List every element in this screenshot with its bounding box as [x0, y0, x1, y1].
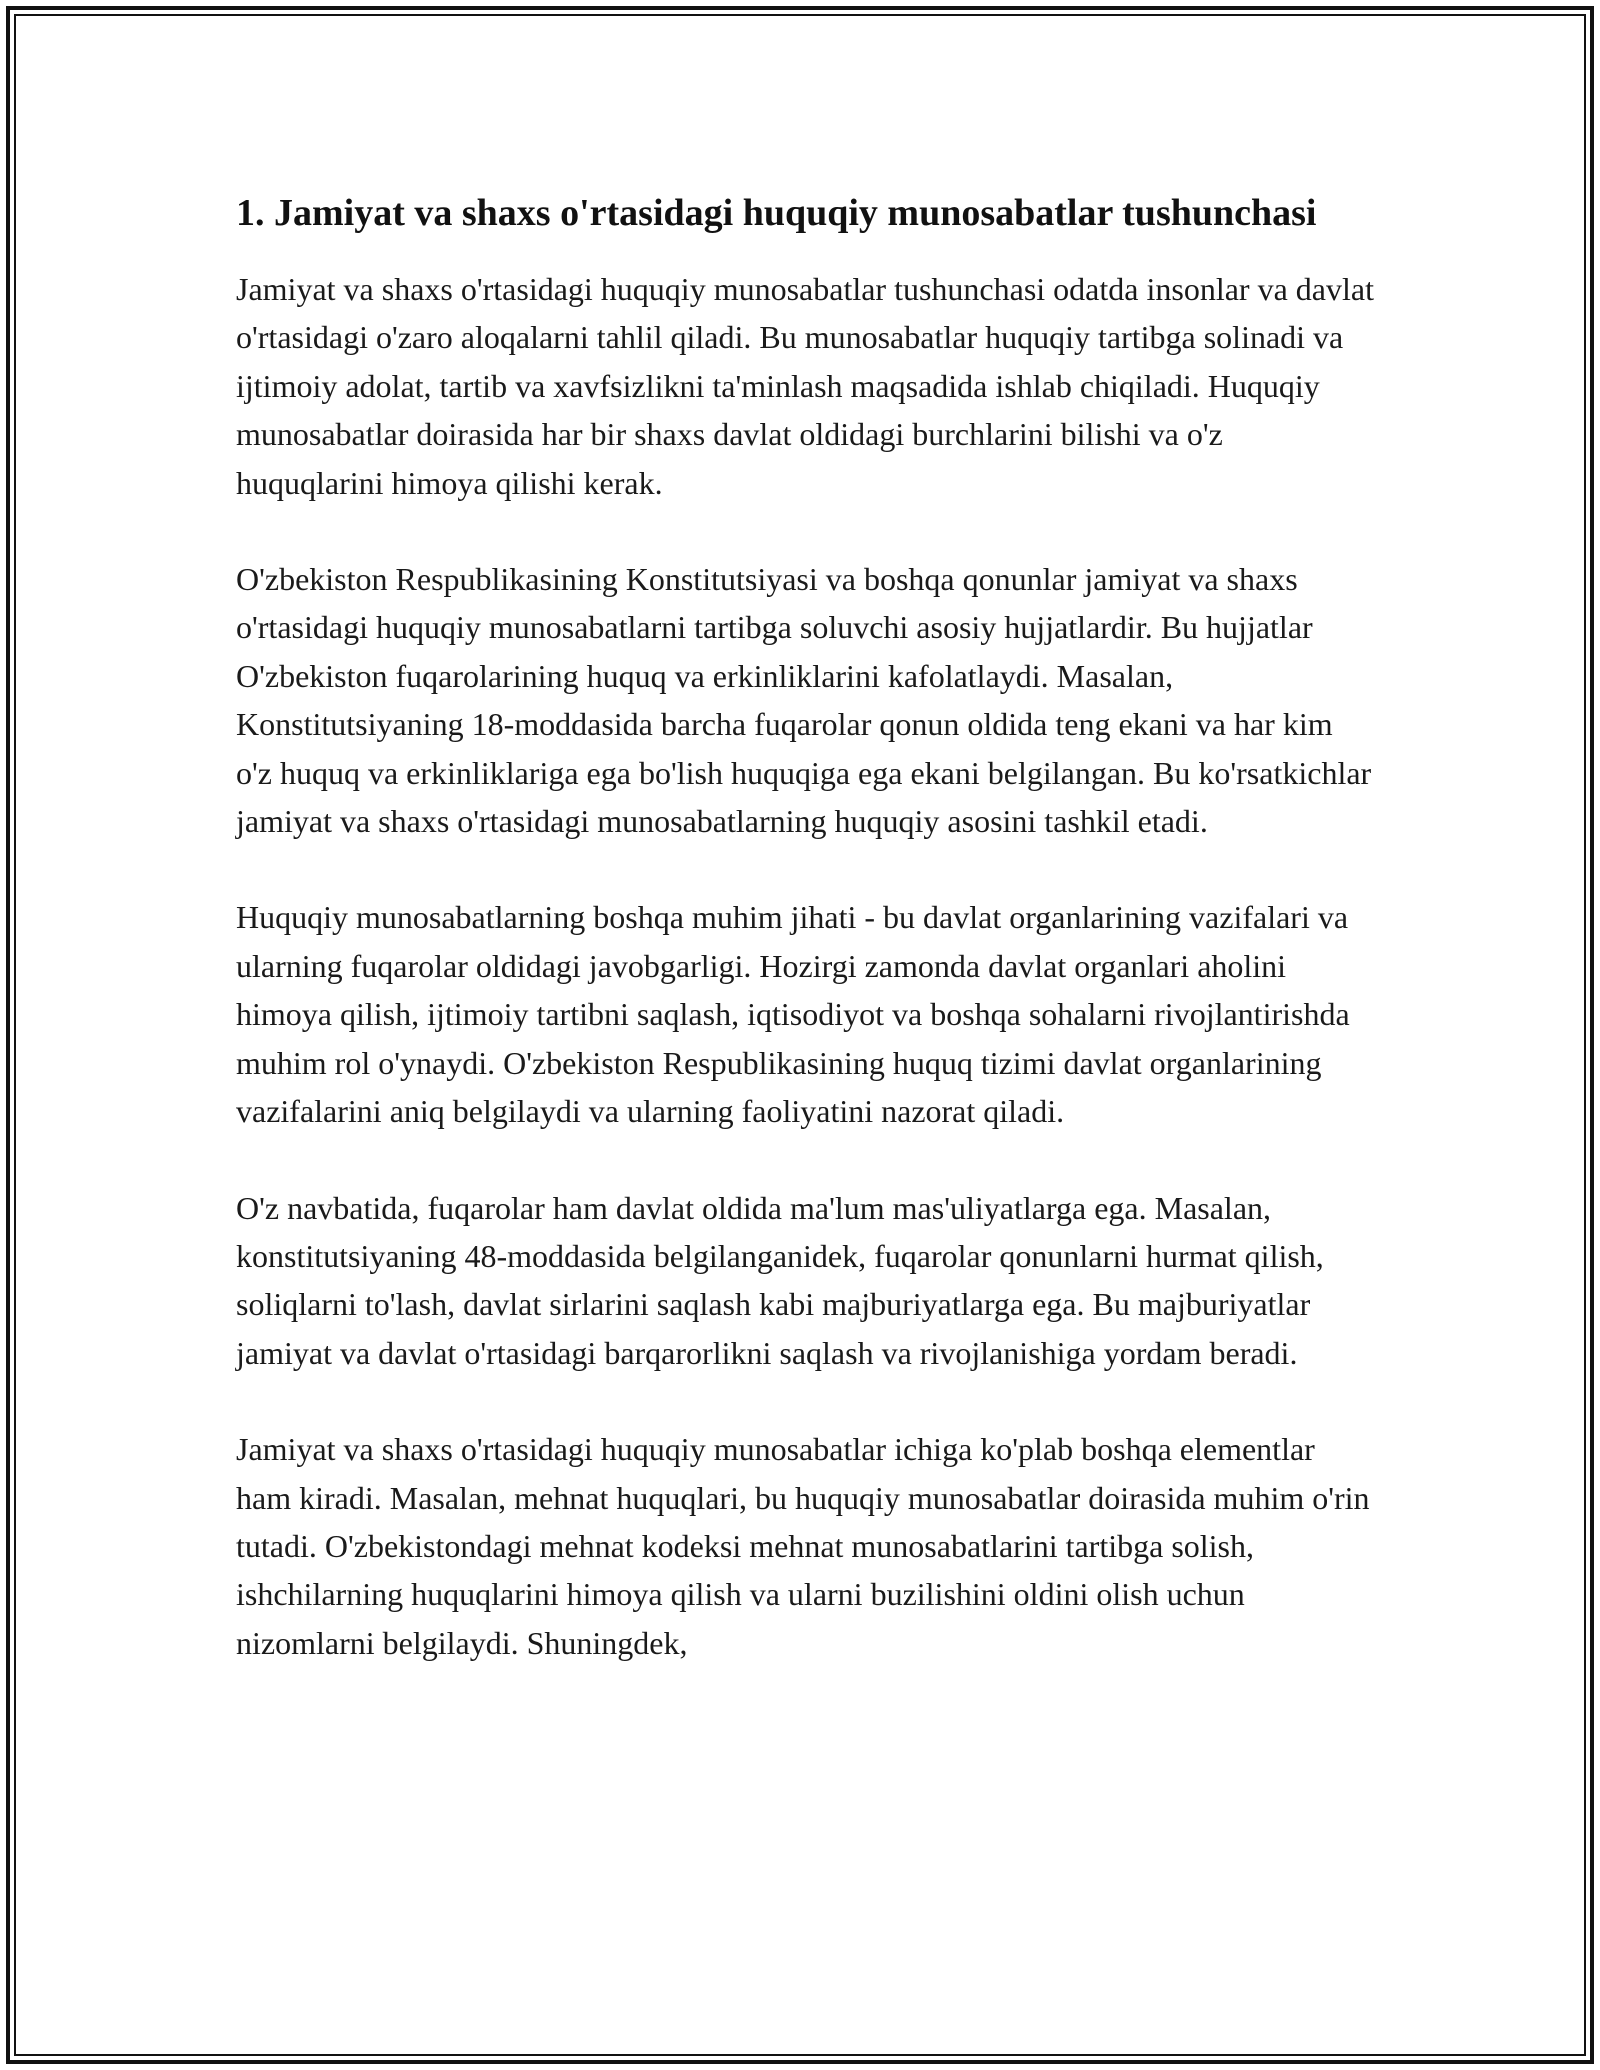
paragraph-4: O'z navbatida, fuqarolar ham davlat oldida ma'lum mas'uliyatlarga ega. Masalan, konstitutsiyaning 48-moddasida belgilanganidek, fuqarolar qonunlarni hurmat qilish, soliqlarni to'lash, davlat sirlarini saqlash kabi majburiyatlarga ega. Bu majburiyatlar jamiyat va davlat o'rtasidagi barqarorlikni saqlash va rivojlanishiga yordam beradi. [236, 1189, 1324, 1371]
paragraph-2: O'zbekiston Respublikasining Konstitutsiyasi va boshqa qonunlar jamiyat va shaxs o'rtasidagi huquqiy munosabatlarni tartibga soluvchi asosiy hujjatlardir. Bu hujjatlar O'zbekiston fuqarolarining huquq va erkinliklarini kafolatlaydi. Masalan, Konstitutsiyaning 18-moddasida barcha fuqarolar qonun oldida teng ekani va har kim o'z huquq va erkinliklariga ega bo'lish huquqiga ega ekani belgilangan. Bu ko'rsatkichlar jamiyat va shaxs o'rtasidagi munosabatlarning huquqiy asosini tashkil etadi. [236, 561, 1372, 840]
paragraph-3: Huquqiy munosabatlarning boshqa muhim jihati - bu davlat organlarining vazifalari va ularning fuqarolar oldidagi javobgarligi. Hozirgi zamonda davlat organlari aholini himoya qilish, ijtimoiy tartibni saqlash, iqtisodiyot va boshqa sohalarni rivojlantirishda muhim rol o'ynaydi. O'zbekiston Respublikasining huquq tizimi davlat organlarining vazifalarini aniq belgilaydi va ularning faoliyatini nazorat qiladi. [236, 899, 1350, 1130]
paragraph-5: Jamiyat va shaxs o'rtasidagi huquqiy munosabatlar ichiga ko'plab boshqa elementlar ham kiradi. Masalan, mehnat huquqlari, bu huquqiy munosabatlar doirasida muhim o'rin tutadi. O'zbekistondagi mehnat kodeksi mehnat munosabatlarini tartibga solish, ishchilarning huquqlarini himoya qilish va ularni buzilishini oldini olish uchun nizomlarni belgilaydi. Shuningdek, [236, 1431, 1370, 1661]
paragraph-1: Jamiyat va shaxs o'rtasidagi huquqiy munosabatlar tushunchasi odatda insonlar va davlat o'rtasidagi o'zaro aloqalarni tahlil qiladi. Bu munosabatlar huquqiy tartibga solinadi va ijtimoiy adolat, tartib va xavfsizlikni ta'minlash maqsadida ishlab chiqiladi. Huquqiy munosabatlar doirasida har bir shaxs davlat oldidagi burchlarini bilishi va o'z huquqlarini himoya qilishi kerak. [236, 271, 1374, 501]
section-title: 1. Jamiyat va shaxs o'rtasidagi huquqiy munosabatlar tushunchasi [236, 192, 1317, 234]
document-body [236, 186, 1376, 1715]
